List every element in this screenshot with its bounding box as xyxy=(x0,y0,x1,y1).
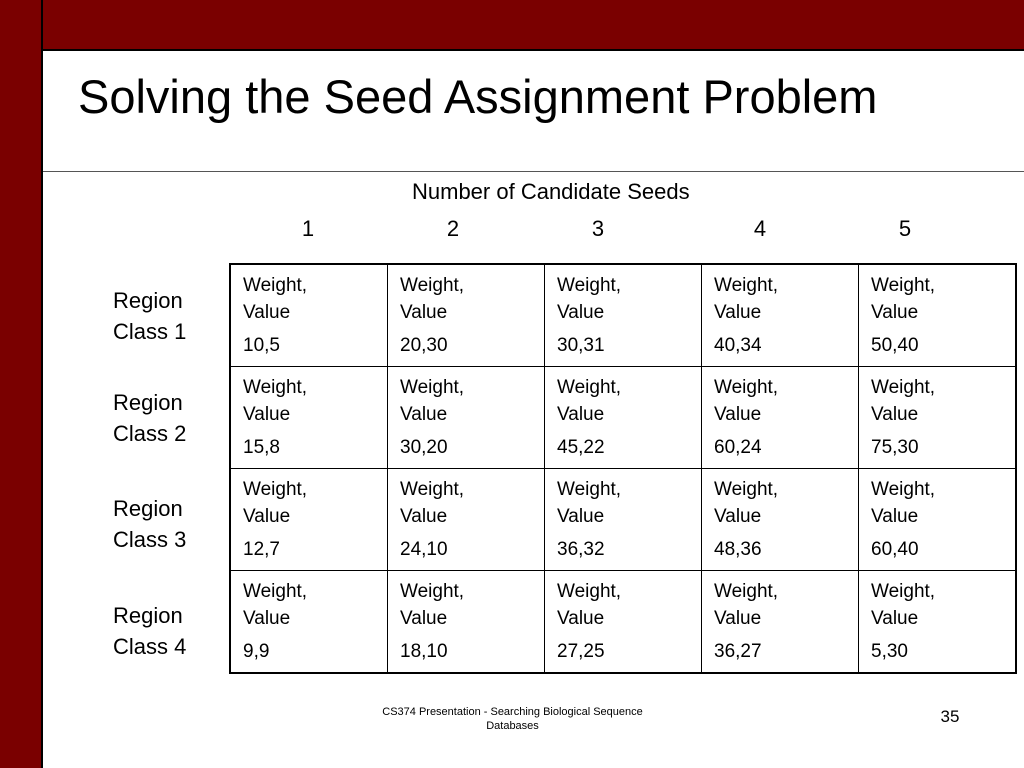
left-accent-bar xyxy=(0,0,43,768)
cell-value: 12,7 xyxy=(243,539,280,560)
table-cell xyxy=(230,264,388,367)
table-cell xyxy=(545,571,702,674)
cell-label: Weight, xyxy=(871,581,936,602)
column-number-1: 1 xyxy=(301,216,315,241)
cell-label: Value xyxy=(714,302,762,323)
table-row xyxy=(230,367,1016,469)
cell-label: Weight, xyxy=(400,581,465,602)
table-cell xyxy=(230,571,388,674)
cell-label: Weight, xyxy=(714,377,779,398)
cell-value: 40,34 xyxy=(714,335,762,356)
cell-label: Value xyxy=(557,506,605,527)
cell-label: Weight, xyxy=(400,479,465,500)
row-label-line: Class 2 xyxy=(113,421,187,446)
cell-label: Weight, xyxy=(557,377,622,398)
cell-label: Weight, xyxy=(871,377,936,398)
page-number: 35 xyxy=(940,707,960,726)
cell-label: Value xyxy=(871,506,919,527)
table-cell xyxy=(859,264,1017,367)
cell-label: Weight, xyxy=(243,275,308,296)
cell-value: 24,10 xyxy=(400,539,448,560)
table-cell xyxy=(702,469,859,571)
top-accent-bar xyxy=(43,0,1024,51)
cell-label: Value xyxy=(243,608,291,629)
cell-value: 75,30 xyxy=(871,437,919,458)
cell-label: Weight, xyxy=(557,581,622,602)
cell-value: 45,22 xyxy=(557,437,605,458)
table-cell xyxy=(388,571,545,674)
cell-value: 27,25 xyxy=(557,641,605,662)
cell-label: Value xyxy=(400,608,448,629)
cell-value: 9,9 xyxy=(243,641,270,662)
cell-label: Value xyxy=(871,608,919,629)
row-label-2 xyxy=(113,387,186,449)
cell-label: Value xyxy=(243,404,291,425)
cell-label: Value xyxy=(400,506,448,527)
title-divider xyxy=(43,171,1024,172)
cell-value: 50,40 xyxy=(871,335,919,356)
cell-value: 5,30 xyxy=(871,641,908,662)
cell-label: Weight, xyxy=(243,479,308,500)
table-cell xyxy=(230,367,388,469)
column-number-2: 2 xyxy=(446,216,460,241)
table-cell xyxy=(859,469,1017,571)
table-cell xyxy=(388,367,545,469)
table-cell xyxy=(388,469,545,571)
table-row xyxy=(230,264,1016,367)
cell-value: 48,36 xyxy=(714,539,762,560)
row-label-line: Class 3 xyxy=(113,527,187,552)
cell-value: 10,5 xyxy=(243,335,280,356)
cell-label: Weight, xyxy=(557,275,622,296)
cell-label: Value xyxy=(400,404,448,425)
table-cell xyxy=(859,571,1017,674)
table-cell xyxy=(702,264,859,367)
table-cell xyxy=(702,571,859,674)
column-number-4: 4 xyxy=(753,216,767,241)
row-label-line: Region xyxy=(113,496,183,521)
slide-footer xyxy=(360,705,665,733)
cell-value: 36,27 xyxy=(714,641,762,662)
row-label-1 xyxy=(113,285,186,347)
row-label-3 xyxy=(113,493,186,555)
cell-value: 30,31 xyxy=(557,335,605,356)
row-label-line: Region xyxy=(113,288,183,313)
cell-label: Value xyxy=(243,506,291,527)
column-number-3: 3 xyxy=(591,216,605,241)
cell-label: Value xyxy=(400,302,448,323)
cell-value: 60,40 xyxy=(871,539,919,560)
cell-value: 36,32 xyxy=(557,539,605,560)
cell-label: Value xyxy=(557,404,605,425)
table-row xyxy=(230,469,1016,571)
cell-value: 60,24 xyxy=(714,437,762,458)
table-row xyxy=(230,571,1016,674)
cell-label: Weight, xyxy=(714,581,779,602)
seed-table xyxy=(229,263,1017,674)
cell-label: Value xyxy=(714,608,762,629)
cell-label: Weight, xyxy=(243,377,308,398)
table-cell xyxy=(545,469,702,571)
cell-label: Value xyxy=(714,506,762,527)
cell-value: 15,8 xyxy=(243,437,280,458)
table-cell xyxy=(388,264,545,367)
cell-label: Value xyxy=(557,302,605,323)
table-cell xyxy=(230,469,388,571)
cell-label: Weight, xyxy=(714,275,779,296)
cell-label: Weight, xyxy=(871,275,936,296)
cell-label: Weight, xyxy=(714,479,779,500)
row-label-4 xyxy=(113,600,186,662)
cell-label: Value xyxy=(871,404,919,425)
cell-value: 18,10 xyxy=(400,641,448,662)
slide-title: Solving the Seed Assignment Problem xyxy=(78,70,878,123)
cell-value: 30,20 xyxy=(400,437,448,458)
cell-label: Weight, xyxy=(243,581,308,602)
row-label-line: Class 1 xyxy=(113,319,187,344)
cell-label: Value xyxy=(714,404,762,425)
table-cell xyxy=(859,367,1017,469)
table-cell xyxy=(702,367,859,469)
cell-label: Weight, xyxy=(400,377,465,398)
row-label-line: Region xyxy=(113,603,183,628)
row-label-line: Class 4 xyxy=(113,634,187,659)
footer-line: CS374 Presentation - Searching Biological Sequence xyxy=(382,706,643,718)
footer-line: Databases xyxy=(486,720,539,732)
table-cell xyxy=(545,264,702,367)
cell-label: Value xyxy=(557,608,605,629)
cell-label: Weight, xyxy=(871,479,936,500)
column-number-5: 5 xyxy=(898,216,912,241)
cell-label: Weight, xyxy=(557,479,622,500)
column-heading: Number of Candidate Seeds xyxy=(412,179,690,204)
row-label-line: Region xyxy=(113,390,183,415)
cell-label: Value xyxy=(871,302,919,323)
cell-label: Value xyxy=(243,302,291,323)
cell-value: 20,30 xyxy=(400,335,448,356)
seed-table-body xyxy=(230,264,1016,673)
table-cell xyxy=(545,367,702,469)
cell-label: Weight, xyxy=(400,275,465,296)
